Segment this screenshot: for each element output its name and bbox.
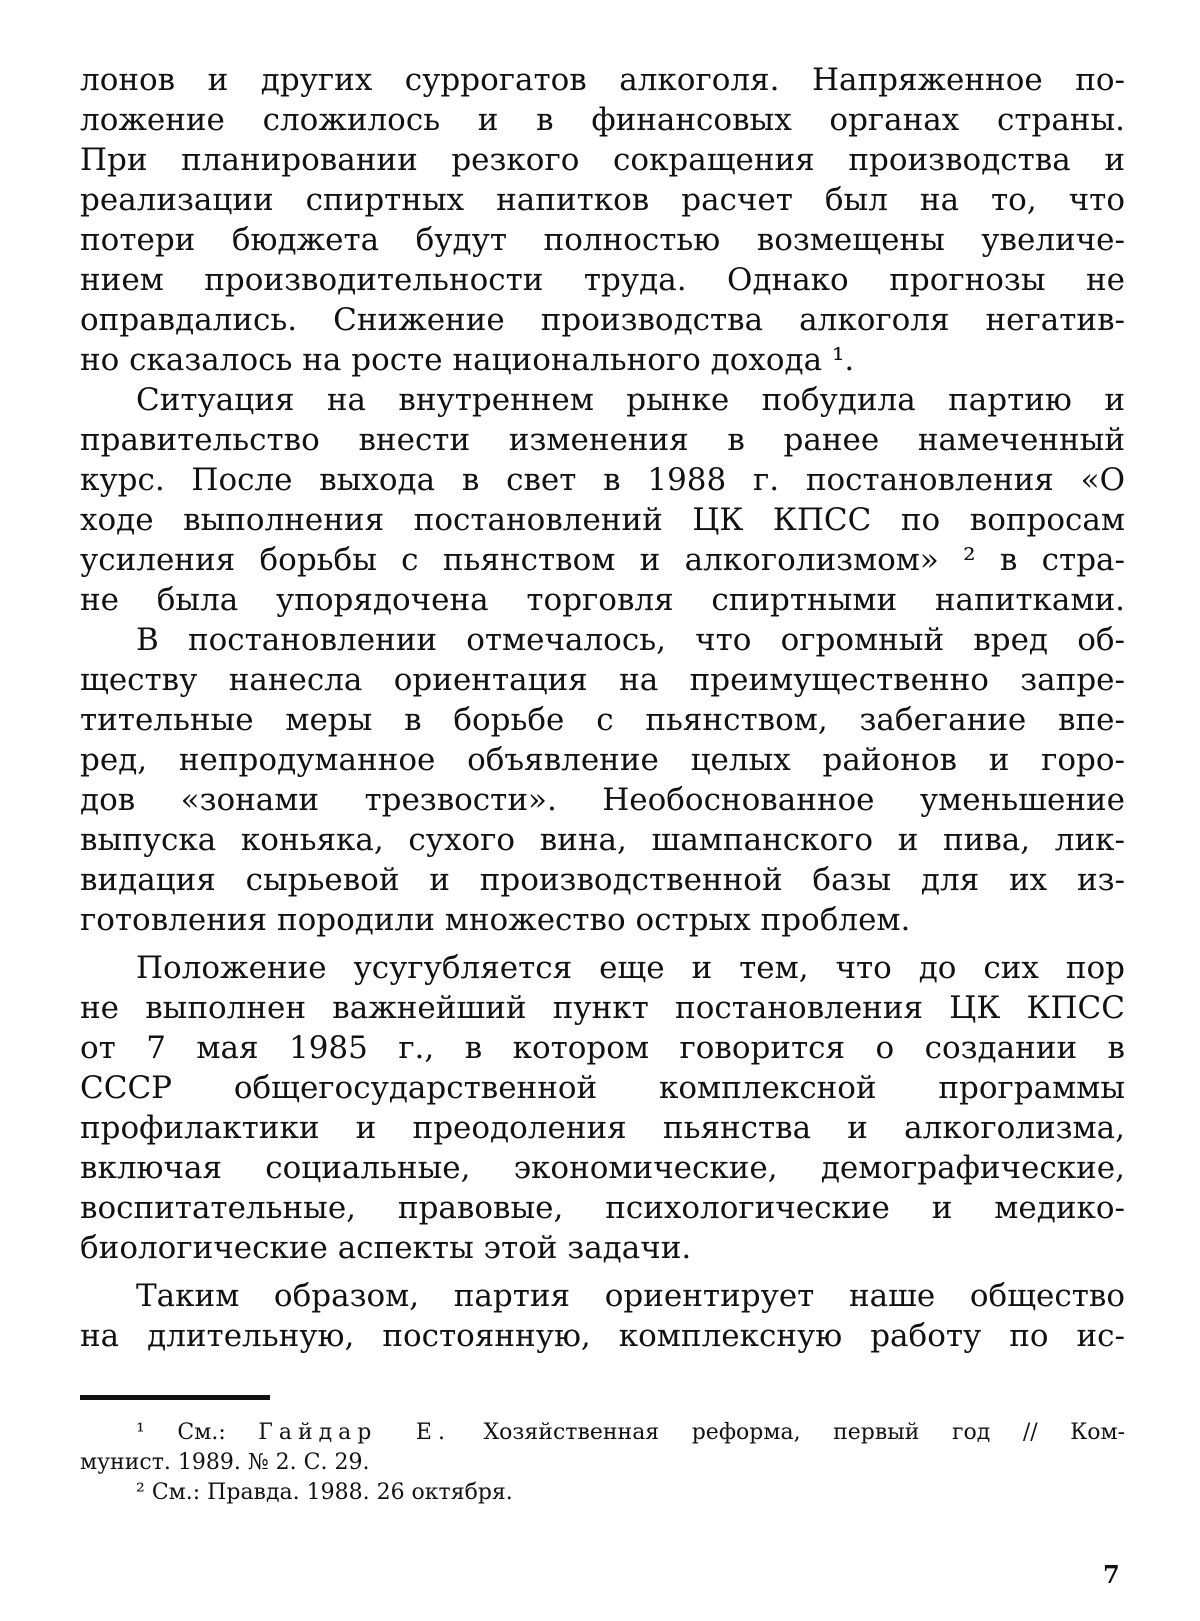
text-line: потери бюджета будут полностью возмещены увеличе- xyxy=(80,222,1125,258)
text-line: не выполнен важнейший пункт постановления ЦК КПСС xyxy=(80,990,1125,1026)
text-line: СССР общегосударственной комплексной программы xyxy=(80,1070,1125,1106)
text-line: усиления борьбы с пьянством и алкоголизмом» ² в стра- xyxy=(80,542,1125,578)
paragraph-2 xyxy=(80,380,1125,620)
text-line: не была упорядочена торговля спиртными напитками. xyxy=(80,582,1125,618)
footnote-2 xyxy=(80,1478,1125,1508)
paragraph-spacer xyxy=(80,1268,1125,1276)
paragraph-3 xyxy=(80,620,1125,940)
text-line: курс. После выхода в свет в 1988 г. постановления «О xyxy=(80,462,1125,498)
footnote-1-continuation: мунист. 1989. № 2. С. 29. xyxy=(80,1450,370,1475)
text-line: воспитательные, правовые, психологические и медико- xyxy=(80,1190,1125,1226)
text-line: тительные меры в борьбе с пьянством, забегание впе- xyxy=(80,702,1125,738)
text-line: включая социальные, экономические, демографические, xyxy=(80,1150,1125,1186)
paragraph-spacer xyxy=(80,940,1125,948)
footnote-separator-rule xyxy=(80,1395,270,1400)
footnote-marker: ² xyxy=(136,1480,145,1505)
footnotes xyxy=(80,1418,1125,1508)
text-line: ществу нанесла ориентация на преимущественно запре- xyxy=(80,662,1125,698)
text-line: Ситуация на внутреннем рынке побудила партию и xyxy=(136,382,1125,418)
text-line: При планировании резкого сокращения производства и xyxy=(80,142,1125,178)
footnote-text: См.: Правда. 1988. 26 октября. xyxy=(151,1480,513,1505)
text-line: профилактики и преодоления пьянства и алкоголизма, xyxy=(80,1110,1125,1146)
text-line: дов «зонами трезвости». Необоснованное уменьшение xyxy=(80,782,1125,818)
footnote-text: Хозяйственная реформа, первый год // Ком- xyxy=(483,1420,1125,1445)
text-line: В постановлении отмечалось, что огромный вред об- xyxy=(136,622,1125,658)
footnote-prefix: См.: xyxy=(177,1420,226,1445)
text-line: Положение усугубляется еще и тем, что до сих пор xyxy=(136,950,1125,986)
text-line: оправдались. Снижение производства алкоголя негатив- xyxy=(80,302,1125,338)
text-line: от 7 мая 1985 г., в котором говорится о создании в xyxy=(80,1030,1125,1066)
text-line: на длительную, постоянную, комплексную работу по ис- xyxy=(80,1318,1125,1354)
text-line: нием производительности труда. Однако прогнозы не xyxy=(80,262,1125,298)
page-number: 7 xyxy=(1103,1560,1120,1589)
text-line: биологические аспекты этой задачи. xyxy=(80,1230,692,1266)
text-line: видация сырьевой и производственной базы для их из- xyxy=(80,862,1125,898)
footnote-1 xyxy=(80,1418,1125,1448)
text-line: ходе выполнения постановлений ЦК КПСС по вопросам xyxy=(80,502,1125,538)
book-page-body xyxy=(80,60,1125,1356)
text-line: Таким образом, партия ориентирует наше общество xyxy=(136,1278,1125,1314)
paragraph-1 xyxy=(80,60,1125,380)
paragraph-4 xyxy=(80,948,1125,1268)
text-line: ложение сложилось и в финансовых органах страны. xyxy=(80,102,1125,138)
text-line: выпуска коньяка, сухого вина, шампанского и пива, лик- xyxy=(80,822,1125,858)
footnote-author: Гайдар Е. xyxy=(258,1420,451,1445)
text-line: но сказалось на росте национального дохода ¹. xyxy=(80,342,855,378)
text-line: ред, непродуманное объявление целых районов и горо- xyxy=(80,742,1125,778)
text-line: готовления породили множество острых проблем. xyxy=(80,902,911,938)
text-line: правительство внести изменения в ранее намеченный xyxy=(80,422,1125,458)
text-line: реализации спиртных напитков расчет был на то, что xyxy=(80,182,1125,218)
text-line: лонов и других суррогатов алкоголя. Напряженное по- xyxy=(80,62,1125,98)
footnote-marker: ¹ xyxy=(136,1420,145,1445)
paragraph-5 xyxy=(80,1276,1125,1356)
